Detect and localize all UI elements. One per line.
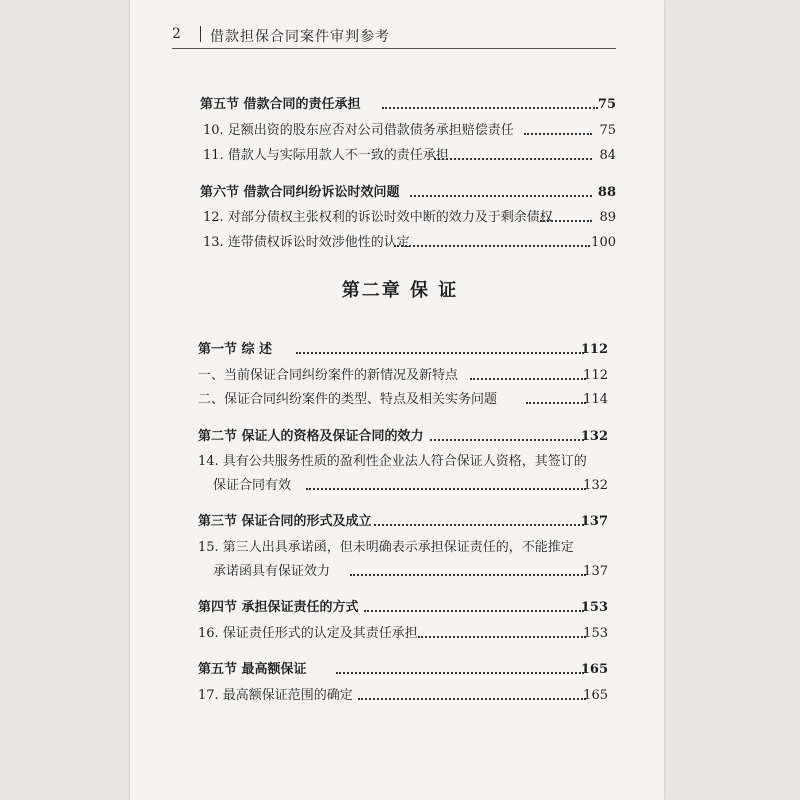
toc-page-number: 84 (599, 148, 616, 163)
toc-page-number: 153 (580, 600, 608, 615)
toc-entry-title: 12. 对部分债权主张权利的诉讼时效中断的效力及于剩余债权 (203, 210, 553, 225)
book-title: 借款担保合同案件审判参考 (210, 29, 390, 45)
toc-item-row[interactable] (0, 562, 800, 582)
toc-section-row[interactable] (0, 598, 800, 618)
toc-entry-title: 承诺函具有保证效力 (213, 564, 331, 579)
toc-item-row[interactable] (0, 146, 800, 166)
toc-page-number: 165 (583, 688, 608, 703)
toc-item-row[interactable] (0, 233, 800, 253)
toc-item-row[interactable] (0, 366, 800, 386)
toc-section-row[interactable] (0, 95, 800, 115)
toc-item-row[interactable] (0, 121, 800, 141)
toc-item-row[interactable] (0, 686, 800, 706)
toc-section-row[interactable] (0, 340, 800, 360)
toc-page-number: 89 (599, 210, 616, 225)
toc-entry-title: 一、当前保证合同纠纷案件的新情况及新特点 (198, 368, 459, 383)
dot-leader (306, 488, 586, 490)
dot-leader (350, 574, 586, 576)
toc-page-number: 165 (580, 662, 608, 677)
toc-page-number: 132 (580, 429, 608, 444)
toc-entry-title: 11. 借款人与实际用款人不一致的责任承担 (203, 148, 449, 163)
toc-section-row[interactable] (0, 660, 800, 680)
page-number: 2 (172, 26, 181, 42)
toc-entry-title: 二、保证合同纠纷案件的类型、特点及相关实务问题 (198, 392, 498, 407)
toc-section-row[interactable] (0, 512, 800, 532)
dot-leader (382, 107, 598, 109)
dot-leader (418, 636, 586, 638)
toc-item-row[interactable] (0, 476, 800, 496)
toc-item-row[interactable] (0, 538, 800, 558)
dot-leader (364, 610, 584, 612)
toc-entry-title: 保证合同有效 (213, 478, 292, 493)
toc-entry-title: 第四节 承担保证责任的方式 (198, 600, 359, 615)
toc-page-number: 75 (597, 97, 616, 112)
dot-leader (296, 352, 584, 354)
toc-page-number: 100 (591, 235, 616, 250)
toc-page-number: 88 (597, 185, 616, 200)
toc-page-number: 153 (583, 626, 608, 641)
dot-leader (374, 524, 584, 526)
chapter-heading: 第二章 保 证 (341, 280, 459, 301)
toc-page-number: 75 (599, 123, 616, 138)
toc-entry-title: 第五节 借款合同的责任承担 (200, 97, 361, 112)
toc-item-row[interactable] (0, 624, 800, 644)
toc-entry-title: 第五节 最高额保证 (198, 662, 307, 677)
toc-page-number: 137 (580, 514, 608, 529)
toc-page-number: 112 (580, 342, 608, 357)
toc-entry-title: 17. 最高额保证范围的确定 (198, 688, 353, 703)
header-separator (200, 26, 201, 42)
dot-leader (336, 672, 584, 674)
toc-entry-title: 16. 保证责任形式的认定及其责任承担 (198, 626, 418, 641)
dot-leader (410, 195, 592, 197)
toc-section-row[interactable] (0, 427, 800, 447)
toc-item-row[interactable] (0, 208, 800, 228)
toc-entry-title: 15. 第三人出具承诺函，但未明确表示承担保证责任的，不能推定 (198, 540, 574, 555)
toc-entry-title: 13. 连带债权诉讼时效涉他性的认定 (203, 235, 410, 250)
toc-entry-title: 第一节 综 述 (198, 342, 273, 357)
toc-entry-title: 第三节 保证合同的形式及成立 (198, 514, 372, 529)
dot-leader (430, 439, 584, 441)
toc-entry-title: 第六节 借款合同纠纷诉讼时效问题 (200, 185, 400, 200)
toc-entry-title: 14. 具有公共服务性质的盈利性企业法人符合保证人资格，其签订的 (198, 454, 587, 469)
dot-leader (358, 698, 586, 700)
toc-entry-title: 10. 足额出资的股东应否对公司借款债务承担赔偿责任 (203, 123, 514, 138)
toc-item-row[interactable] (0, 452, 800, 472)
toc-entry-title: 第二节 保证人的资格及保证合同的效力 (198, 429, 424, 444)
toc-page-number: 114 (583, 392, 608, 407)
toc-section-row[interactable] (0, 183, 800, 203)
toc-page-number: 112 (583, 368, 608, 383)
header-rule (172, 48, 616, 49)
toc-page-number: 132 (583, 478, 608, 493)
running-header (172, 22, 616, 48)
dot-leader (394, 245, 590, 247)
toc-page-number: 137 (583, 564, 608, 579)
toc-item-row[interactable] (0, 390, 800, 410)
dot-leader (434, 158, 592, 160)
